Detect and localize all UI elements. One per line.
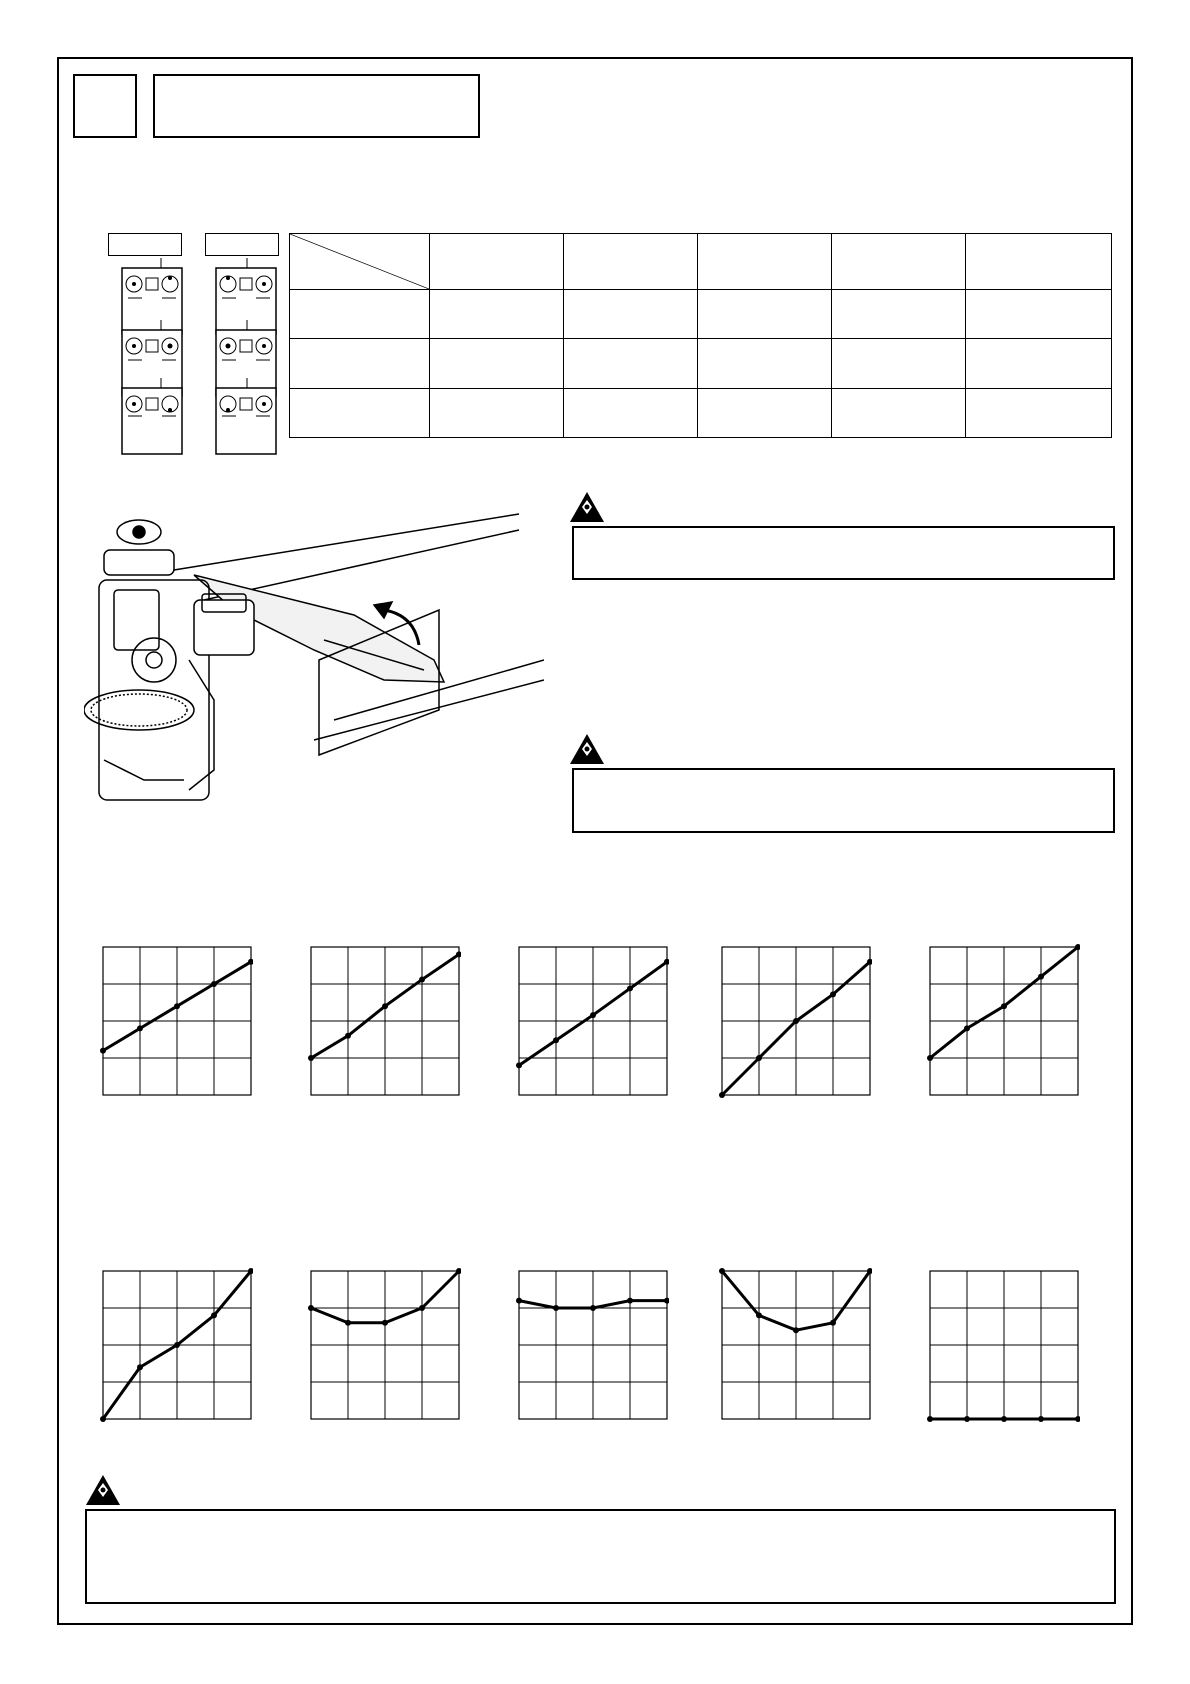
curve-point — [308, 1305, 314, 1311]
table-cell — [698, 339, 832, 388]
table-cell — [832, 339, 966, 388]
column-header — [430, 234, 564, 290]
table-cell — [564, 388, 698, 437]
curve-point — [211, 981, 217, 987]
curve-point — [590, 1012, 596, 1018]
table-cell — [966, 290, 1112, 339]
curve-point — [345, 1033, 351, 1039]
curve-point — [308, 1055, 314, 1061]
curve-grid — [930, 947, 1078, 1095]
curve-grid — [519, 947, 667, 1095]
warning-box-3 — [85, 1509, 1116, 1604]
table-cell — [430, 339, 564, 388]
table-cell — [832, 290, 966, 339]
curve-point — [137, 1364, 143, 1370]
setup-table — [289, 233, 1112, 438]
curve-point — [756, 1312, 762, 1318]
transmitter-icon — [120, 378, 202, 474]
table-row — [290, 339, 1112, 388]
column-header — [698, 234, 832, 290]
curve-point — [553, 1037, 559, 1043]
table-row — [290, 290, 1112, 339]
column-header — [564, 234, 698, 290]
curve-point — [553, 1305, 559, 1311]
pitch-curve-graph — [93, 942, 253, 1102]
transmitter-icon — [214, 378, 296, 474]
throttle-curve-graph — [301, 1266, 461, 1426]
table-cell — [698, 388, 832, 437]
warning-box-1 — [572, 526, 1115, 580]
curve-point — [137, 1025, 143, 1031]
row-header — [290, 388, 430, 437]
curve-point — [174, 1003, 180, 1009]
helicopter-blade-illustration — [84, 510, 544, 805]
column-header — [966, 234, 1112, 290]
curve-grid — [519, 1271, 667, 1419]
curve-grid — [722, 1271, 870, 1419]
pitch-curve-graph — [301, 942, 461, 1102]
warning-triangle-icon — [85, 1474, 121, 1506]
table-cell — [966, 339, 1112, 388]
table-corner-cell — [290, 234, 430, 290]
curve-point — [174, 1342, 180, 1348]
curve-point — [100, 1416, 106, 1422]
curve-point — [756, 1055, 762, 1061]
throttle-curve-graph — [920, 1266, 1080, 1426]
throttle-curve-graph — [509, 1266, 669, 1426]
curve-point — [100, 1048, 106, 1054]
curve-point — [719, 1092, 725, 1098]
table-cell — [564, 339, 698, 388]
curve-grid — [930, 1271, 1078, 1419]
table-cell — [430, 388, 564, 437]
warning-box-2 — [572, 768, 1115, 833]
table-row — [290, 388, 1112, 437]
warning-triangle-icon — [569, 491, 605, 523]
table-cell — [966, 388, 1112, 437]
curve-point — [830, 991, 836, 997]
curve-point — [830, 1320, 836, 1326]
section-title-box — [153, 74, 480, 138]
curve-grid — [103, 947, 251, 1095]
curve-point — [516, 1062, 522, 1068]
curve-point — [419, 1305, 425, 1311]
curve-point — [627, 985, 633, 991]
row-header — [290, 339, 430, 388]
curve-point — [927, 1055, 933, 1061]
throttle-curve-graph — [712, 1266, 872, 1426]
curve-point — [211, 1312, 217, 1318]
curve-point — [382, 1320, 388, 1326]
curve-point — [627, 1298, 633, 1304]
column-header — [832, 234, 966, 290]
curve-point — [1038, 974, 1044, 980]
curve-point — [1001, 1416, 1007, 1422]
transmitter-label-left — [108, 233, 182, 256]
step-number-box — [73, 74, 137, 138]
table-cell — [564, 290, 698, 339]
curve-point — [964, 1025, 970, 1031]
warning-triangle-icon — [569, 733, 605, 765]
curve-point — [382, 1003, 388, 1009]
curve-point — [419, 977, 425, 983]
pitch-curve-graph — [920, 942, 1080, 1102]
table-cell — [698, 290, 832, 339]
transmitter-label-right — [205, 233, 279, 256]
curve-point — [1038, 1416, 1044, 1422]
curve-point — [793, 1327, 799, 1333]
curve-point — [590, 1305, 596, 1311]
curve-point — [793, 1018, 799, 1024]
table-cell — [832, 388, 966, 437]
table-cell — [430, 290, 564, 339]
curve-point — [345, 1320, 351, 1326]
curve-point — [719, 1268, 725, 1274]
curve-point — [964, 1416, 970, 1422]
curve-point — [1001, 1003, 1007, 1009]
curve-point — [516, 1298, 522, 1304]
curve-point — [927, 1416, 933, 1422]
pitch-curve-graph — [712, 942, 872, 1102]
throttle-curve-graph — [93, 1266, 253, 1426]
table-header-row — [290, 234, 1112, 290]
row-header — [290, 290, 430, 339]
pitch-curve-graph — [509, 942, 669, 1102]
